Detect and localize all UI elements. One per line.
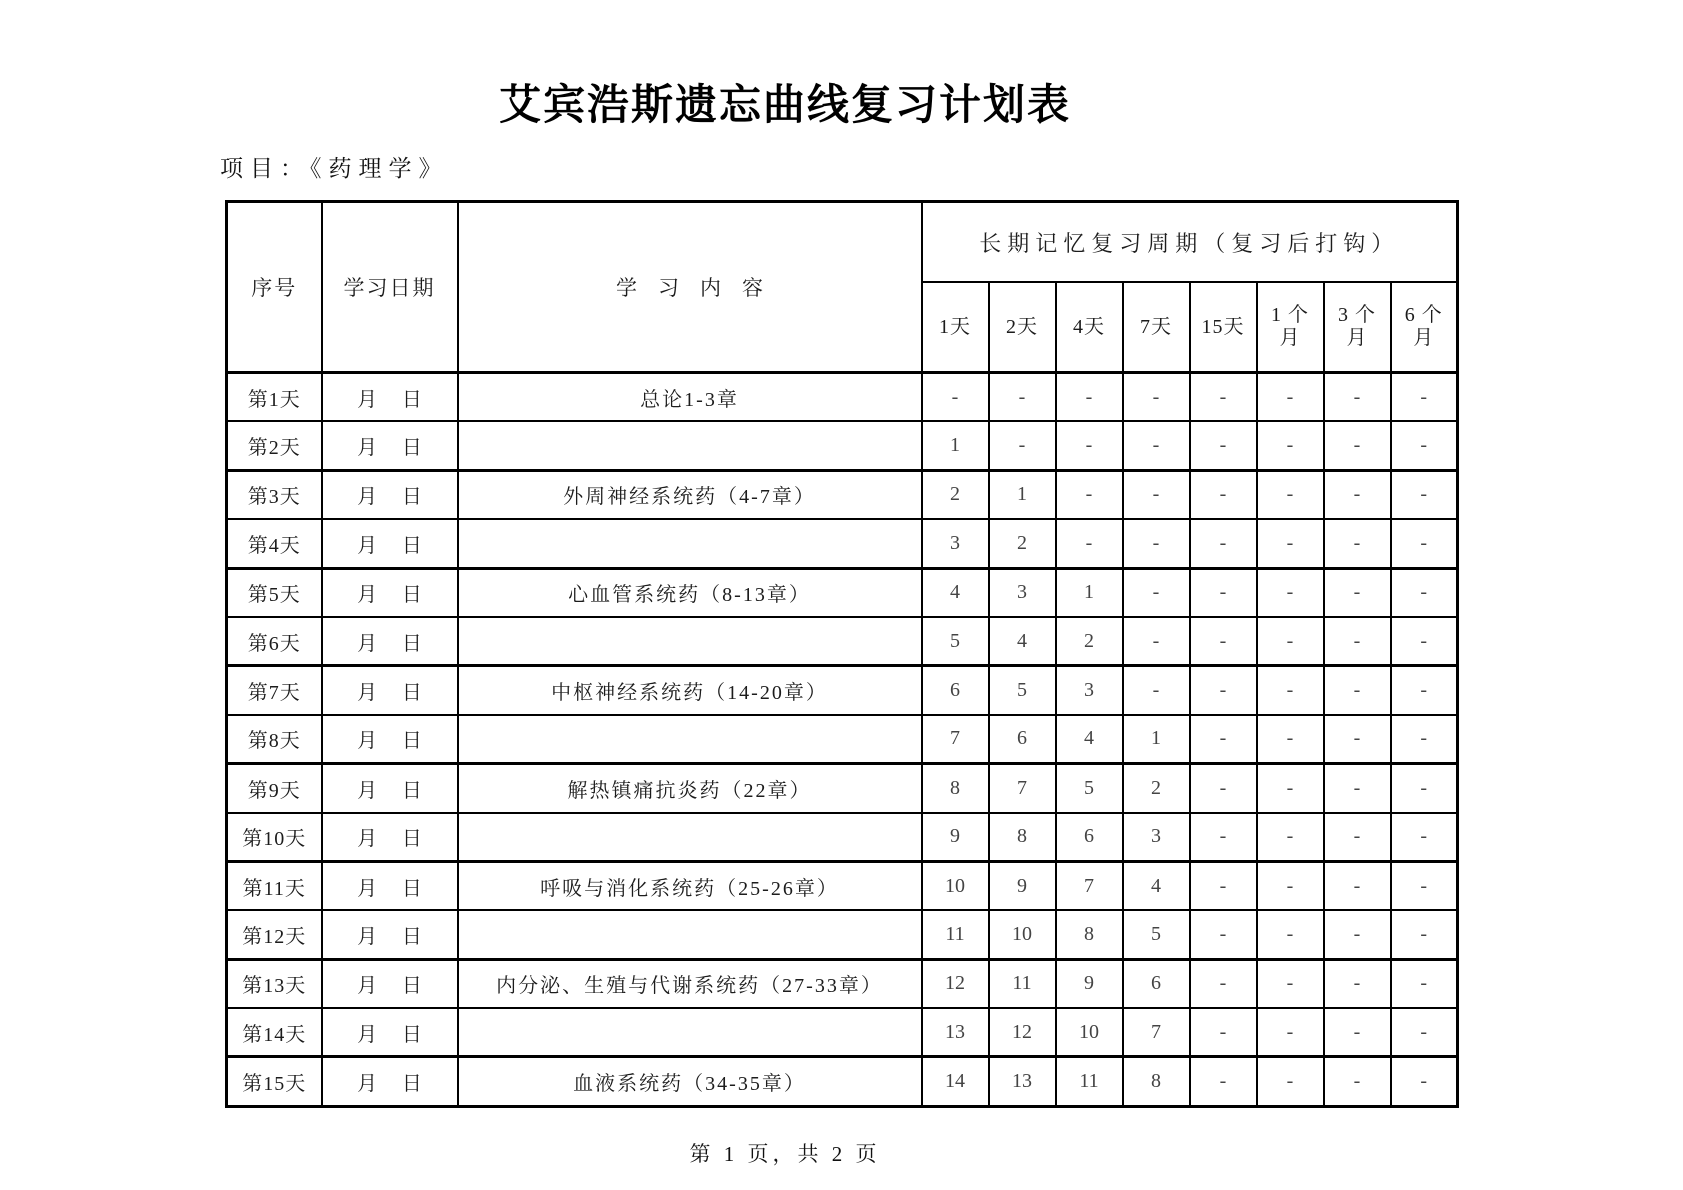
review-cell: - [1324,1008,1391,1057]
row-study-content: 心血管系统药（8-13章） [458,568,922,617]
cycle-col-header: 15天 [1190,282,1257,373]
review-cell: - [1257,813,1324,862]
date-day-label: 日 [401,925,422,948]
review-cell: - [1324,470,1391,519]
date-day-label: 日 [401,975,422,998]
review-cell: - [1324,959,1391,1008]
review-cell: 5 [922,617,989,666]
row-date-cell [322,959,458,1008]
table-row [227,373,1458,422]
row-date-cell [322,813,458,862]
review-cell: - [1391,666,1458,715]
review-cell: 11 [1056,1057,1123,1106]
review-cell: - [1391,813,1458,862]
review-cell: 10 [922,861,989,910]
date-day-label: 日 [401,632,422,655]
table-row [227,910,1458,959]
review-cell: - [1190,959,1257,1008]
review-cell: 12 [922,959,989,1008]
row-date-cell [322,568,458,617]
date-day-label: 日 [401,584,422,607]
date-month-label: 月 [357,828,378,851]
row-day-label: 第9天 [227,764,322,813]
table-row [227,617,1458,666]
review-cell: - [1324,373,1391,422]
table-row [227,666,1458,715]
review-cell: 7 [922,715,989,764]
row-study-content [458,910,922,959]
review-cell: - [1257,666,1324,715]
date-month-label: 月 [357,682,378,705]
review-cell: - [1123,421,1190,470]
date-month-label: 月 [357,632,378,655]
row-date-cell [322,910,458,959]
date-day-label: 日 [401,486,422,509]
review-cell: 11 [989,959,1056,1008]
review-cell: 6 [922,666,989,715]
review-cell: 13 [989,1057,1056,1106]
row-study-content: 总论1-3章 [458,373,922,422]
table-row [227,568,1458,617]
review-cell: 4 [989,617,1056,666]
review-cell: - [1391,959,1458,1008]
cycle-col-header: 6 个月 [1391,282,1458,373]
review-cell: 3 [1056,666,1123,715]
review-plan-table [225,200,1459,1108]
review-cell: 2 [989,519,1056,568]
row-day-label: 第15天 [227,1057,322,1106]
page-footer: 第 1 页，共 2 页 [689,1142,881,1166]
review-cell: 2 [1123,764,1190,813]
review-cell: - [1324,519,1391,568]
review-cell: - [1190,1008,1257,1057]
table-row [227,470,1458,519]
date-day-label: 日 [401,1023,422,1046]
date-month-label: 月 [357,1073,378,1096]
row-study-content [458,715,922,764]
header-col-no: 序号 [227,202,322,373]
header-col-content: 学 习 内 容 [458,202,922,373]
row-day-label: 第6天 [227,617,322,666]
row-day-label: 第8天 [227,715,322,764]
review-cell: - [1190,910,1257,959]
date-day-label: 日 [401,828,422,851]
review-cell: - [1391,910,1458,959]
review-cell: - [1324,813,1391,862]
table-row [227,861,1458,910]
review-cell: - [1257,519,1324,568]
review-cell: 2 [1056,617,1123,666]
row-day-label: 第13天 [227,959,322,1008]
row-day-label: 第1天 [227,373,322,422]
review-cell: 4 [1123,861,1190,910]
review-cell: - [1190,568,1257,617]
review-cell: 7 [989,764,1056,813]
review-cell: - [1190,715,1257,764]
row-date-cell [322,373,458,422]
row-day-label: 第11天 [227,861,322,910]
row-date-cell [322,666,458,715]
review-cell: - [989,421,1056,470]
review-cell: - [1257,421,1324,470]
cycle-col-header: 4天 [1056,282,1123,373]
review-cell: - [1391,519,1458,568]
review-cell: - [1257,373,1324,422]
date-day-label: 日 [401,437,422,460]
review-cell: - [1056,421,1123,470]
review-cell: - [1190,1057,1257,1106]
row-study-content [458,813,922,862]
row-study-content: 中枢神经系统药（14-20章） [458,666,922,715]
review-cell: 6 [1056,813,1123,862]
row-day-label: 第4天 [227,519,322,568]
table-row [227,813,1458,862]
review-cell: - [1257,959,1324,1008]
review-cell: 1 [1123,715,1190,764]
review-cell: 3 [989,568,1056,617]
review-cell: - [1123,617,1190,666]
review-cell: - [1056,373,1123,422]
row-date-cell [322,1008,458,1057]
review-cell: - [989,373,1056,422]
review-cell: - [1190,519,1257,568]
review-cell: 11 [922,910,989,959]
table-row [227,715,1458,764]
date-month-label: 月 [357,584,378,607]
date-day-label: 日 [401,682,422,705]
review-cell: 9 [989,861,1056,910]
row-study-content [458,421,922,470]
date-day-label: 日 [401,388,422,411]
table-body [227,373,1458,1107]
project-label: 项目：《药理学》 [220,156,449,181]
cycle-col-header: 1天 [922,282,989,373]
row-day-label: 第12天 [227,910,322,959]
review-cell: - [1257,1008,1324,1057]
row-day-label: 第2天 [227,421,322,470]
review-cell: 7 [1123,1008,1190,1057]
row-date-cell [322,617,458,666]
review-cell: 12 [989,1008,1056,1057]
date-month-label: 月 [357,486,378,509]
table-row [227,764,1458,813]
date-day-label: 日 [401,779,422,802]
review-cell: 1 [922,421,989,470]
row-date-cell [322,470,458,519]
review-cell: - [922,373,989,422]
review-cell: - [1257,470,1324,519]
review-cell: - [1056,470,1123,519]
row-date-cell [322,764,458,813]
review-cell: - [1324,715,1391,764]
review-cell: - [1324,764,1391,813]
review-cell: 1 [989,470,1056,519]
review-cell: 3 [1123,813,1190,862]
review-cell: - [1391,1008,1458,1057]
review-cell: - [1257,764,1324,813]
row-day-label: 第14天 [227,1008,322,1057]
row-study-content: 外周神经系统药（4-7章） [458,470,922,519]
review-cell: - [1190,764,1257,813]
review-cell: - [1123,470,1190,519]
review-cell: - [1257,617,1324,666]
table-row [227,421,1458,470]
review-cell: - [1190,861,1257,910]
review-cell: - [1391,861,1458,910]
cycle-col-header: 3 个月 [1324,282,1391,373]
review-cell: 4 [922,568,989,617]
review-cell: - [1324,910,1391,959]
review-cell: - [1324,666,1391,715]
review-cell: - [1324,1057,1391,1106]
cycle-col-header: 7天 [1123,282,1190,373]
table-row [227,1008,1458,1057]
review-cell: - [1391,421,1458,470]
row-study-content: 内分泌、生殖与代谢系统药（27-33章） [458,959,922,1008]
table-row [227,959,1458,1008]
date-day-label: 日 [401,730,422,753]
review-cell: 5 [1123,910,1190,959]
review-cell: 8 [989,813,1056,862]
review-cell: - [1190,813,1257,862]
review-cell: 6 [1123,959,1190,1008]
row-study-content [458,617,922,666]
row-day-label: 第10天 [227,813,322,862]
row-day-label: 第3天 [227,470,322,519]
review-cell: 6 [989,715,1056,764]
review-cell: 8 [922,764,989,813]
row-date-cell [322,715,458,764]
row-study-content: 解热镇痛抗炎药（22章） [458,764,922,813]
review-cell: - [1391,617,1458,666]
row-date-cell [322,1057,458,1106]
header-review-cycle: 长期记忆复习周期（复习后打钩） [922,202,1458,283]
review-cell: - [1123,666,1190,715]
date-month-label: 月 [357,730,378,753]
date-month-label: 月 [357,975,378,998]
cycle-col-header: 1 个月 [1257,282,1324,373]
review-cell: - [1190,470,1257,519]
review-cell: 10 [1056,1008,1123,1057]
review-cell: - [1123,373,1190,422]
header-col-date: 学习日期 [322,202,458,373]
review-cell: - [1391,568,1458,617]
review-cell: - [1190,666,1257,715]
cycle-col-header: 2天 [989,282,1056,373]
row-date-cell [322,519,458,568]
row-day-label: 第5天 [227,568,322,617]
review-cell: 2 [922,470,989,519]
date-month-label: 月 [357,925,378,948]
date-month-label: 月 [357,437,378,460]
review-cell: 14 [922,1057,989,1106]
review-cell: 4 [1056,715,1123,764]
review-cell: 13 [922,1008,989,1057]
row-date-cell [322,861,458,910]
review-cell: - [1324,617,1391,666]
date-month-label: 月 [357,1023,378,1046]
review-cell: - [1257,910,1324,959]
review-cell: 9 [1056,959,1123,1008]
review-cell: - [1324,861,1391,910]
review-cell: - [1391,1057,1458,1106]
date-month-label: 月 [357,877,378,900]
review-cell: - [1324,568,1391,617]
review-cell: 9 [922,813,989,862]
table-row [227,519,1458,568]
review-cell: - [1391,470,1458,519]
review-cell: - [1123,568,1190,617]
page-title: 艾宾浩斯遗忘曲线复习计划表 [498,80,1071,129]
review-cell: - [1123,519,1190,568]
review-cell: 8 [1123,1057,1190,1106]
review-cell: 8 [1056,910,1123,959]
review-cell: 5 [989,666,1056,715]
review-cell: 3 [922,519,989,568]
review-cell: - [1391,715,1458,764]
review-cell: - [1190,617,1257,666]
date-month-label: 月 [357,779,378,802]
date-day-label: 日 [401,534,422,557]
review-cell: - [1190,373,1257,422]
review-cell: - [1391,764,1458,813]
date-month-label: 月 [357,388,378,411]
row-study-content: 血液系统药（34-35章） [458,1057,922,1106]
review-cell: - [1391,373,1458,422]
table-row [227,1057,1458,1106]
review-cell: - [1257,861,1324,910]
row-day-label: 第7天 [227,666,322,715]
row-study-content: 呼吸与消化系统药（25-26章） [458,861,922,910]
date-day-label: 日 [401,877,422,900]
date-day-label: 日 [401,1073,422,1096]
review-cell: 5 [1056,764,1123,813]
row-study-content [458,519,922,568]
row-date-cell [322,421,458,470]
review-cell: - [1190,421,1257,470]
review-cell: 7 [1056,861,1123,910]
review-cell: - [1324,421,1391,470]
review-cell: - [1056,519,1123,568]
review-cell: - [1257,568,1324,617]
review-cell: 1 [1056,568,1123,617]
date-month-label: 月 [357,534,378,557]
review-cell: 10 [989,910,1056,959]
review-cell: - [1257,1057,1324,1106]
row-study-content [458,1008,922,1057]
review-cell: - [1257,715,1324,764]
